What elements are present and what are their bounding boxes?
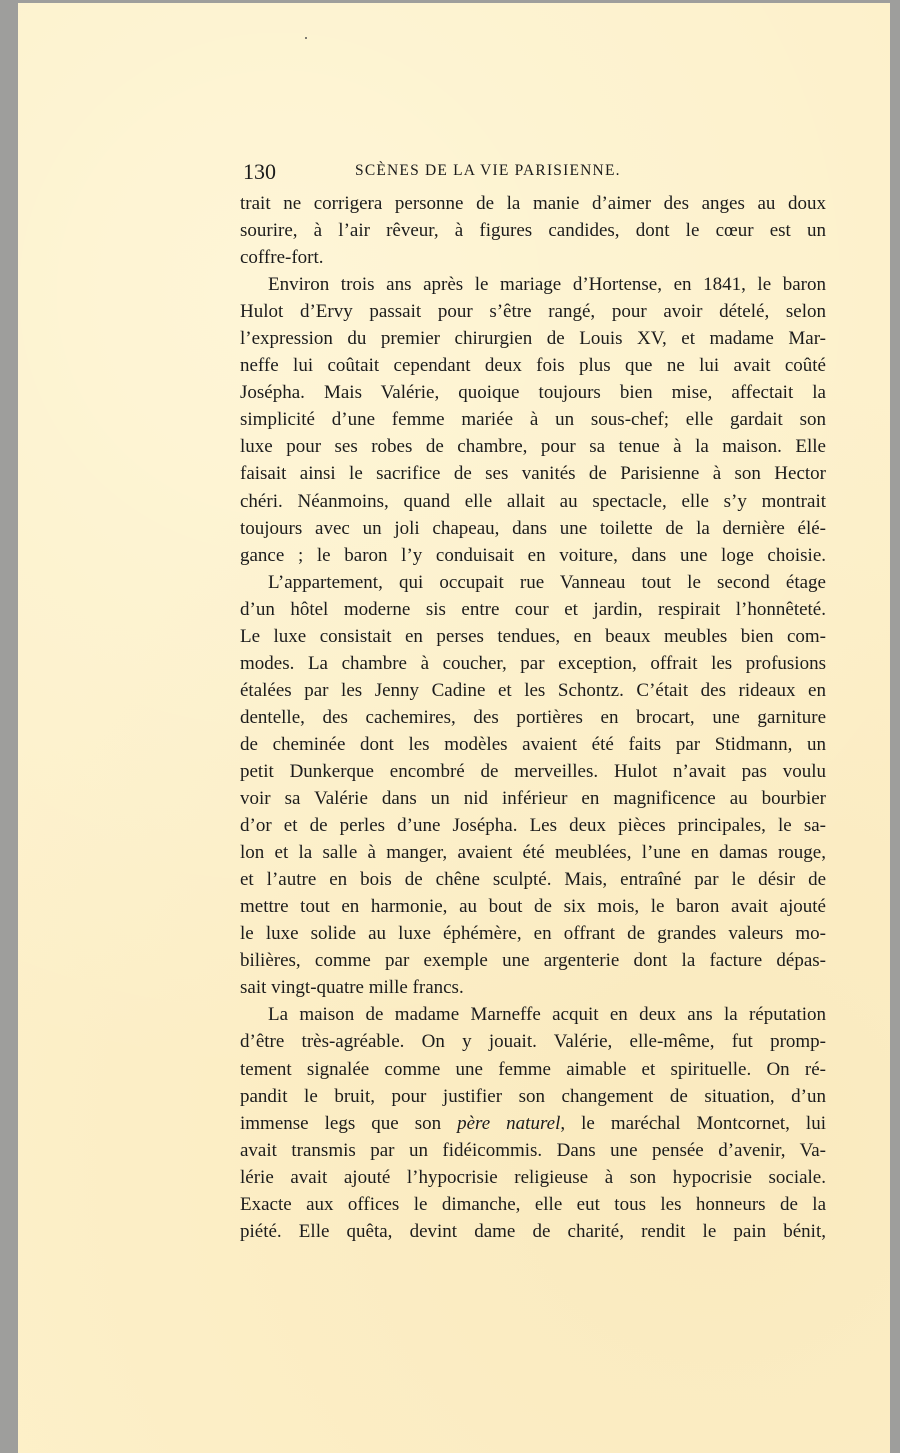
text-line: lon et la salle à manger, avaient été meublées, l’une en damas rouge, (240, 842, 826, 864)
text-line: Le luxe consistait en perses tendues, en beaux meubles bien com- (240, 625, 826, 647)
text-line: trait ne corrigera personne de la manie d’aimer des anges au doux (240, 193, 826, 214)
text-line: L’appartement, qui occupait rue Vanneau tout le second étage (268, 571, 826, 593)
text-line: dentelle, des cachemires, des portières en brocart, une garniture (240, 706, 826, 728)
text-line: d’or et de perles d’une Josépha. Les deux pièces principales, le sa- (240, 815, 826, 837)
text-line: lérie avait ajouté l’hypocrisie religieuse à son hypocrisie sociale. (240, 1166, 826, 1188)
text-line: luxe pour ses robes de chambre, pour sa tenue à la maison. Elle (240, 436, 826, 458)
body-text (240, 190, 826, 1245)
text-line: chéri. Néanmoins, quand elle allait au spectacle, elle s’y montrait (240, 490, 826, 512)
text-line: petit Dunkerque encombré de merveilles. Hulot n’avait pas voulu (240, 760, 826, 782)
book-page (18, 3, 890, 1453)
text-line: et l’autre en bois de chêne sculpté. Mais, entraîné par le désir de (240, 869, 826, 891)
text-line: avait transmis par un fidéicommis. Dans une pensée d’avenir, Va- (240, 1139, 826, 1161)
text-line: Josépha. Mais Valérie, quoique toujours bien mise, affectait la (240, 382, 826, 404)
text-line: Hulot d’Ervy passait pour s’être rangé, pour avoir dételé, selon (240, 301, 826, 323)
text-line: le luxe solide au luxe éphémère, en offrant de grandes valeurs mo- (240, 923, 826, 945)
text-line: bilières, comme par exemple une argenterie dont la facture dépas- (240, 950, 826, 972)
text-line: simplicité d’une femme mariée à un sous-chef; elle gardait son (240, 409, 826, 431)
text-segment: , le maréchal Montcornet, lui (560, 1112, 826, 1134)
text-line: d’un hôtel moderne sis entre cour et jardin, respirait l’honnêteté. (240, 598, 826, 620)
text-line: mettre tout en harmonie, au bout de six mois, le baron avait ajouté (240, 896, 826, 918)
text-line: La maison de madame Marneffe acquit en deux ans la réputation (268, 1004, 826, 1026)
text-line: neffe lui coûtait cependant deux fois plus que ne lui avait coûté (240, 355, 826, 377)
text-line: voir sa Valérie dans un nid inférieur en magnificence au bourbier (240, 788, 826, 810)
text-line: sourire, à l’air rêveur, à figures candides, dont le cœur est un (240, 220, 826, 242)
text-line: de cheminée dont les modèles avaient été faits par Stidmann, un (240, 733, 826, 755)
text-line: faisait ainsi le sacrifice de ses vanités de Parisienne à son Hector (240, 463, 826, 485)
italic-text: père naturel (457, 1112, 561, 1134)
text-line (240, 1110, 826, 1137)
text-line: d’être très-agréable. On y jouait. Valérie, elle-même, fut promp- (240, 1031, 826, 1053)
text-line: coffre-fort. (240, 247, 324, 269)
text-line: toujours avec un joli chapeau, dans une toilette de la dernière élé- (240, 517, 826, 539)
text-line: gance ; le baron l’y conduisait en voiture, dans une loge choisie. (240, 544, 826, 566)
text-segment: immense legs que son (240, 1112, 458, 1134)
text-line: modes. La chambre à coucher, par exception, offrait les profusions (240, 652, 826, 674)
page-number: 130 (243, 159, 276, 184)
text-line: pandit le bruit, pour justifier son changement de situation, d’un (240, 1085, 826, 1107)
running-title: SCÈNES DE LA VIE PARISIENNE. (355, 162, 621, 179)
ink-speck (305, 37, 307, 39)
text-line: sait vingt-quatre mille francs. (240, 977, 464, 999)
text-line: Environ trois ans après le mariage d’Hortense, en 1841, le baron (268, 274, 826, 296)
text-line: Exacte aux offices le dimanche, elle eut tous les honneurs de la (240, 1193, 826, 1215)
text-line: tement signalée comme une femme aimable et spirituelle. On ré- (240, 1058, 826, 1080)
text-line: piété. Elle quêta, devint dame de charité, rendit le pain bénit, (240, 1220, 826, 1242)
text-line: l’expression du premier chirurgien de Louis XV, et madame Mar- (240, 328, 826, 350)
page-header (243, 159, 683, 183)
text-line: étalées par les Jenny Cadine et les Schontz. C’était des rideaux en (240, 679, 826, 701)
